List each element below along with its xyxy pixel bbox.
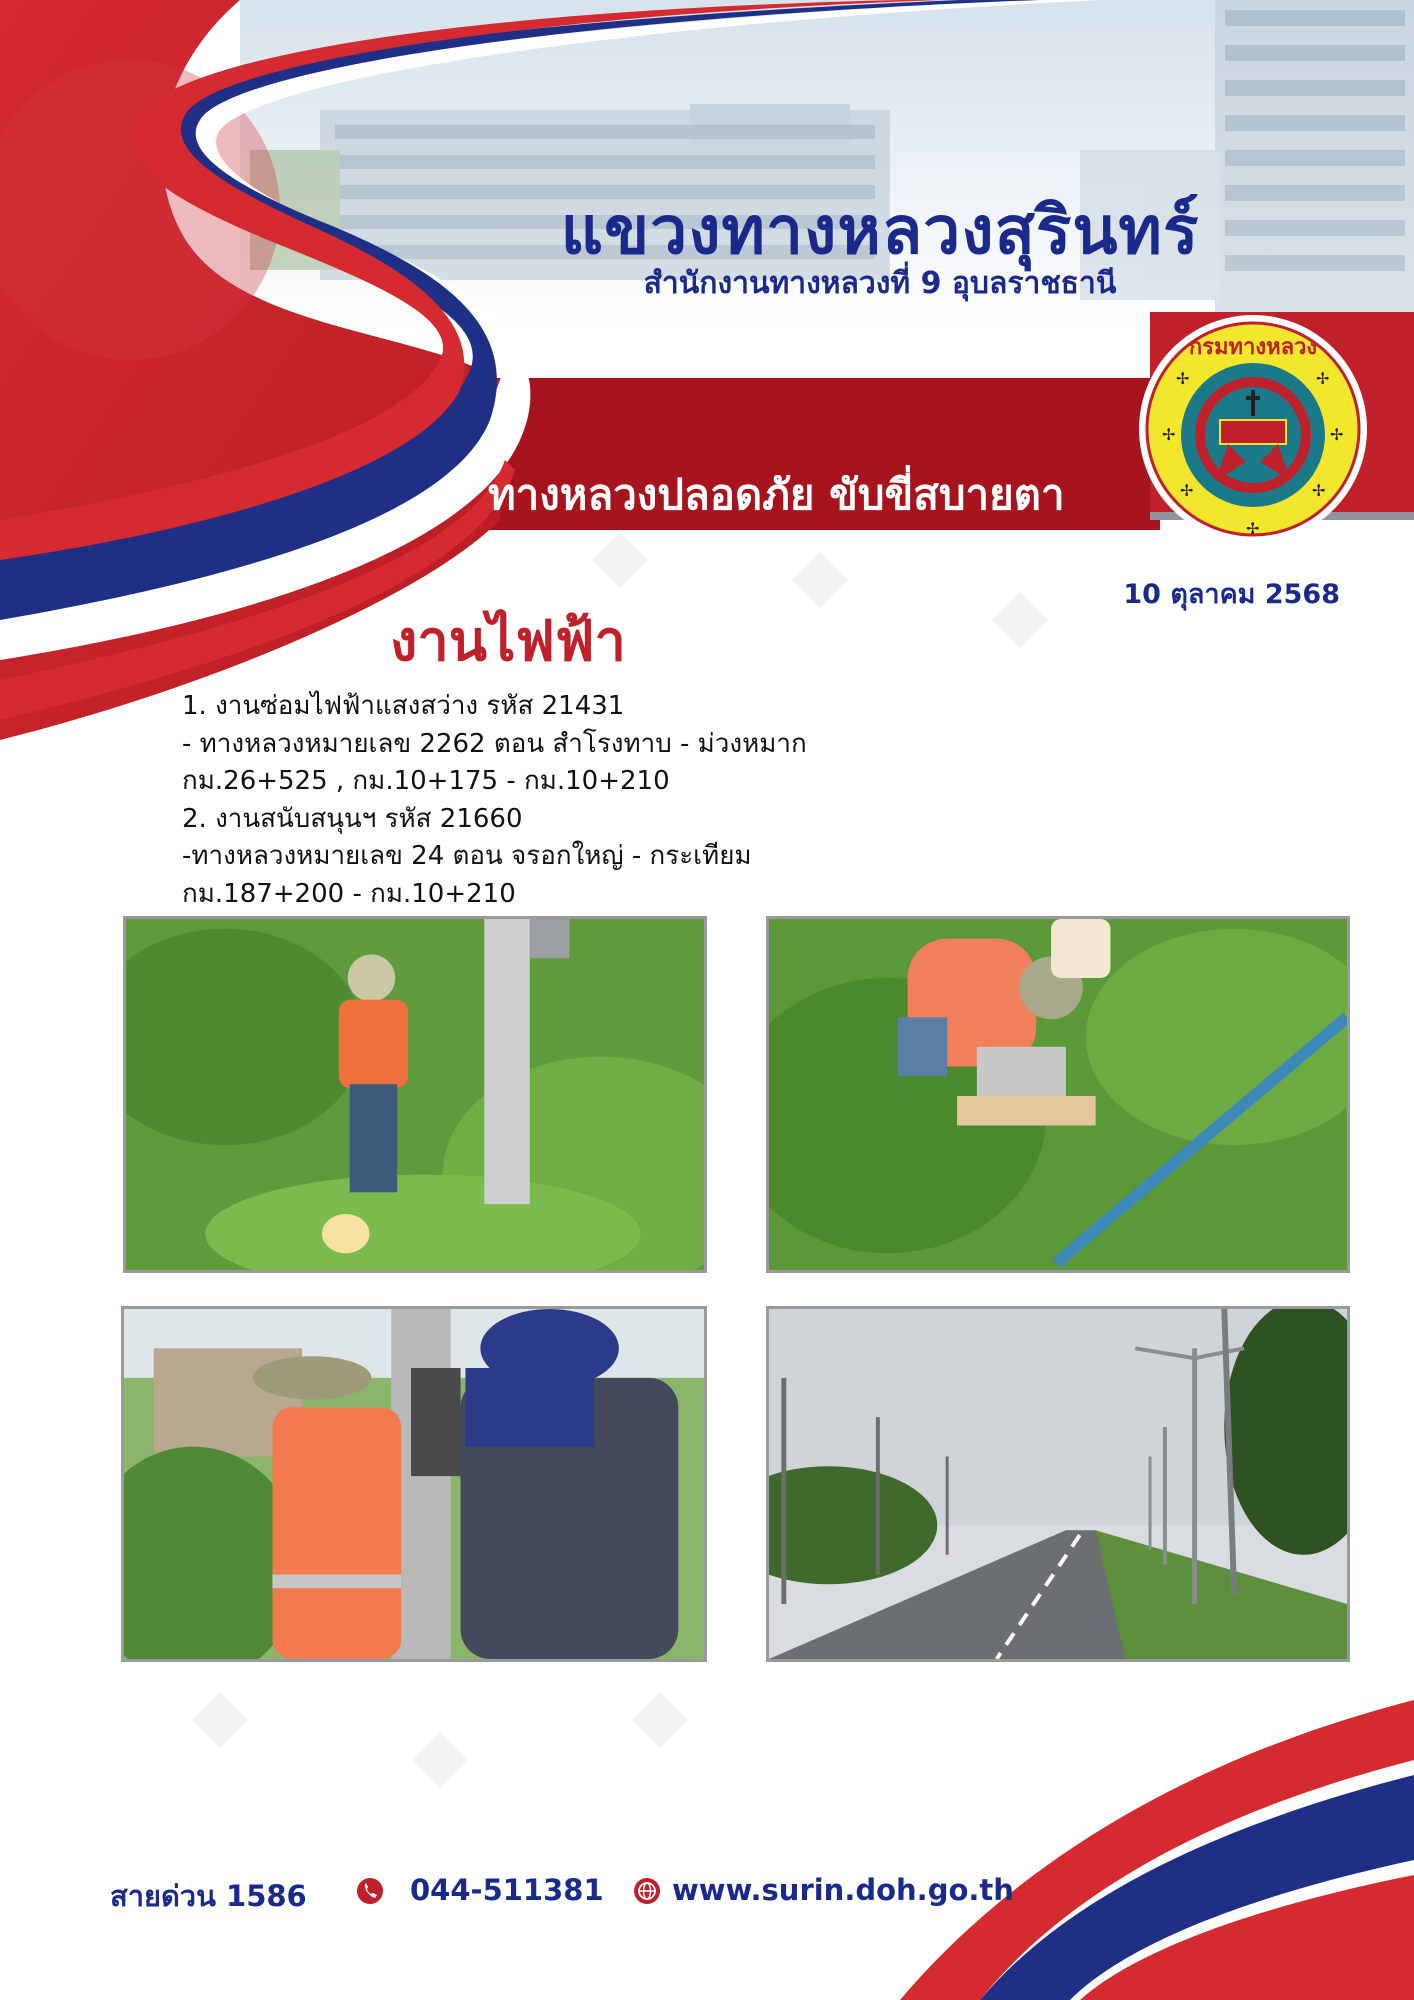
work-item-line: 1. งานซ่อมไฟฟ้าแสงสว่าง รหัส 21431: [182, 691, 625, 721]
slogan: ทางหลวงปลอดภัย ขับขี่สบายตา: [488, 470, 1065, 519]
work-item-line: - ทางหลวงหมายเลข 2262 ตอน สำโรงทาบ - ม่วงหมาก: [182, 728, 807, 759]
department-emblem: [1136, 312, 1370, 546]
photo-road-street-lights: [766, 1306, 1350, 1662]
phone-icon: [355, 1876, 385, 1906]
work-item-line: -ทางหลวงหมายเลข 24 ตอน จรอกใหญ่ - กระเทียม: [182, 841, 752, 871]
photo-two-workers-electrical-box: [121, 1306, 707, 1662]
svg-text:✢: ✢: [1246, 519, 1260, 538]
agency-name: แขวงทางหลวงสุรินทร์: [560, 192, 1200, 269]
svg-text:✢: ✢: [1312, 481, 1326, 500]
photo-worker-kneeling: [766, 916, 1350, 1273]
svg-text:✢: ✢: [1330, 425, 1344, 444]
work-item-line: กม.187+200 - กม.10+210: [182, 878, 516, 909]
footer-hotline: สายด่วน 1586: [110, 1879, 307, 1913]
work-item-line: 2. งานสนับสนุนฯ รหัส 21660: [182, 803, 523, 834]
document-date: 10 ตุลาคม 2568: [1123, 579, 1340, 610]
work-items: [182, 688, 1002, 913]
svg-text:✢: ✢: [1162, 425, 1176, 444]
work-item-line: กม.26+525 , กม.10+175 - กม.10+210: [182, 766, 670, 796]
agency-subtitle: สำนักงานทางหลวงที่ 9 อุบลราชธานี: [643, 266, 1117, 301]
svg-text:✢: ✢: [1176, 369, 1190, 388]
svg-text:✢: ✢: [1316, 369, 1330, 388]
section-title: งานไฟฟ้า: [390, 609, 626, 674]
globe-icon: [632, 1876, 662, 1906]
footer-website-link[interactable]: www.surin.doh.go.th: [672, 1873, 1014, 1907]
footer-phone: 044-511381: [410, 1873, 604, 1907]
emblem-text: กรมทางหลวง: [1188, 335, 1318, 360]
photo-worker-at-pole: [123, 916, 707, 1273]
svg-text:✢: ✢: [1180, 481, 1194, 500]
